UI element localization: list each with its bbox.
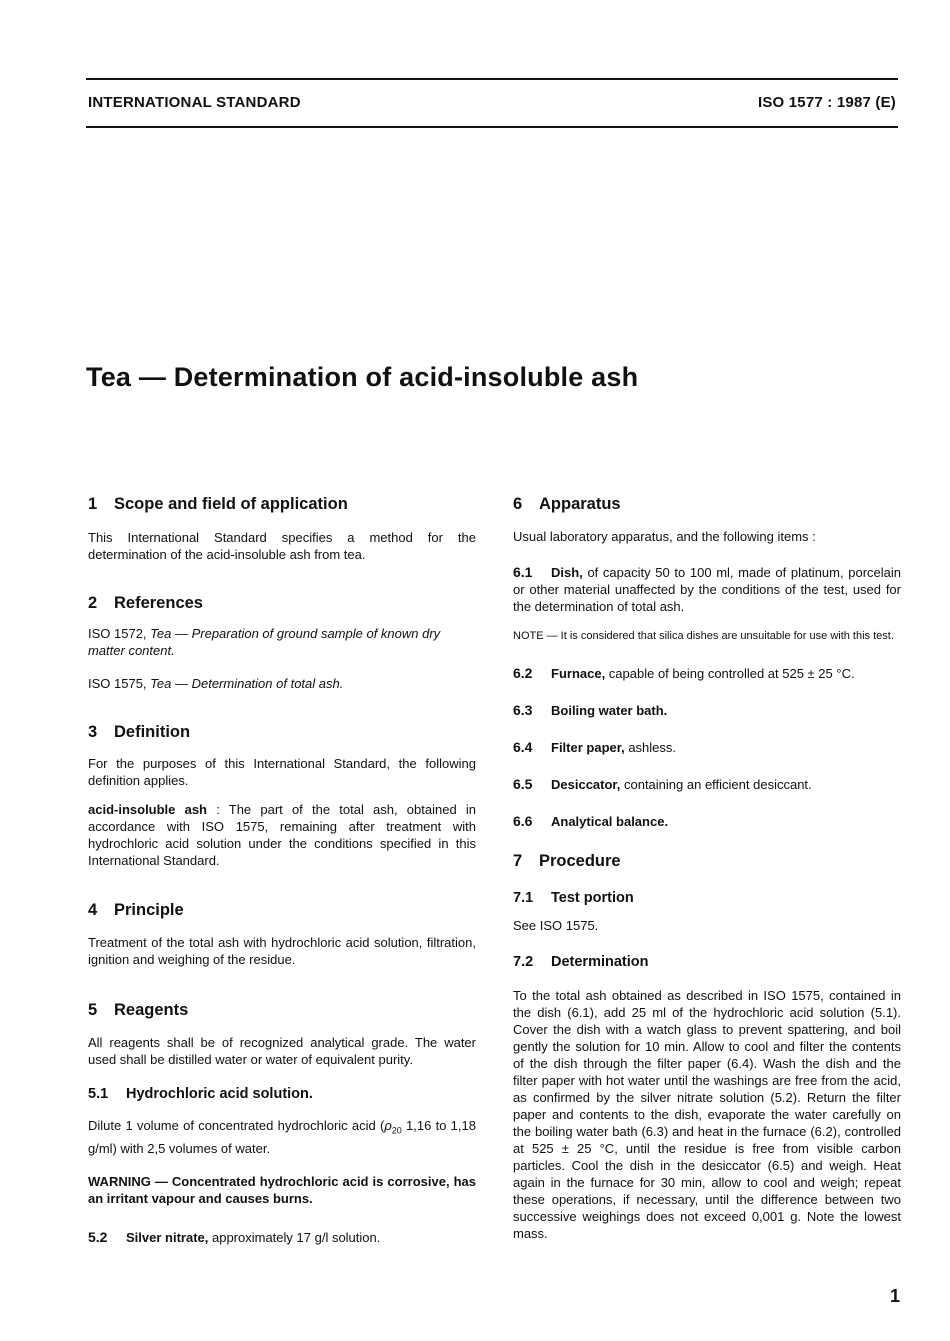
reference-iso-1575: ISO 1575, Tea — Determination of total ash.: [88, 676, 344, 691]
document-title: Tea — Determination of acid-insoluble ash: [86, 362, 639, 392]
header-rule-top: [86, 78, 898, 80]
section-heading-reagents: 5 Reagents: [88, 1001, 189, 1019]
subsection-heading-test-portion: 7.1 Test portion: [513, 890, 634, 906]
section-heading-procedure: 7 Procedure: [513, 852, 621, 870]
header-rule-bottom: [86, 126, 898, 128]
definition-paragraph: For the purposes of this International Standard, the following definition applies.: [88, 756, 476, 788]
reagent-item-silver-nitrate: 5.2 Silver nitrate, approximately 17 g/l solution.: [88, 1228, 381, 1245]
apparatus-item-furnace: 6.2 Furnace, capable of being controlled at 525 ± 25 °C.: [513, 665, 855, 681]
subsection-heading-hydrochloric-acid: 5.1 Hydrochloric acid solution.: [88, 1086, 313, 1102]
hydrochloric-acid-paragraph: Dilute 1 volume of concentrated hydrochloric acid ($\rho_{20}$ 1,16 to 1,18 g/ml) with 2,5 volumes of water.: [88, 1118, 476, 1156]
test-portion-paragraph: See ISO 1575.: [513, 918, 599, 933]
reference-iso-1572: ISO 1572, Tea — Preparation of ground sample of known dry matter content.: [88, 626, 441, 658]
scope-paragraph: This International Standard specifies a method for the determination of the acid-insoluble ash from tea.: [88, 530, 476, 562]
apparatus-item-desiccator: 6.5 Desiccator, containing an efficient desiccant.: [513, 776, 812, 792]
apparatus-intro: Usual laboratory apparatus, and the following items :: [513, 529, 816, 544]
right-column: [513, 494, 901, 1242]
section-heading-principle: 4 Principle: [88, 901, 184, 919]
definition-term: acid-insoluble ash : The part of the total ash, obtained in accordance with ISO 1575, remaining after treatment with hydrochloric acid solution under the conditions specified in this International Standard.: [88, 802, 476, 868]
principle-paragraph: Treatment of the total ash with hydrochloric acid solution, filtration, ignition and weighing of the residue.: [88, 935, 476, 967]
apparatus-item-balance: 6.6 Analytical balance.: [513, 813, 669, 829]
reagents-paragraph: All reagents shall be of recognized analytical grade. The water used shall be distilled water or water of equivalent purity.: [88, 1035, 476, 1067]
section-heading-references: 2 References: [88, 594, 203, 612]
subsection-heading-determination: 7.2 Determination: [513, 954, 649, 970]
left-column: [88, 494, 476, 1246]
header-standard-label: INTERNATIONAL STANDARD: [88, 94, 301, 111]
section-heading-scope: 1 Scope and field of application: [88, 495, 348, 513]
apparatus-item-dish: 6.1 Dish, of capacity 50 to 100 ml, made of platinum, porcelain or other material unaffected by the conditions of the test, used for the determination of total ash.: [513, 564, 901, 614]
warning-paragraph: WARNING — Concentrated hydrochloric acid is corrosive, has an irritant vapour and causes burns.: [88, 1173, 476, 1206]
page-number: 1: [889, 1286, 900, 1306]
section-heading-apparatus: 6 Apparatus: [513, 495, 621, 513]
apparatus-item-water-bath: 6.3 Boiling water bath.: [513, 702, 668, 718]
determination-paragraph: To the total ash obtained as described in ISO 1575, contained in the dish (6.1), add 25 ml of the hydrochloric acid solution (5.1). Cover the dish with a watch glass to prevent spattering, and boil gently the solution for 10 min. Allow to cool and filter the contents of the dish through the filter paper (6.4). Wash the dish and the filter paper with hot water until the washings are free from the acid, as confirmed by the silver nitrate solution (5.2). Return the filter paper and contents to the dish, evaporate the water carefully on the boiling water bath (6.3) and heat in the furnace (6.2), controlled at 525 ± 25 °C, until the residue is free from visible carbon particles. Cool the dish in the desiccator (6.5) and weigh. Heat again in the furnace for 30 min, allow to cool and weigh; repeat these operations, if necessary, until the difference between two successive weighings does not exceed 0,001 g. Note the lowest mass.: [513, 988, 901, 1241]
section-heading-definition: 3 Definition: [88, 723, 191, 741]
apparatus-item-filter-paper: 6.4 Filter paper, ashless.: [513, 739, 677, 755]
header-standard-number: ISO 1577 : 1987 (E): [757, 94, 896, 111]
apparatus-note: NOTE — It is considered that silica dishes are unsuitable for use with this test.: [513, 630, 894, 642]
